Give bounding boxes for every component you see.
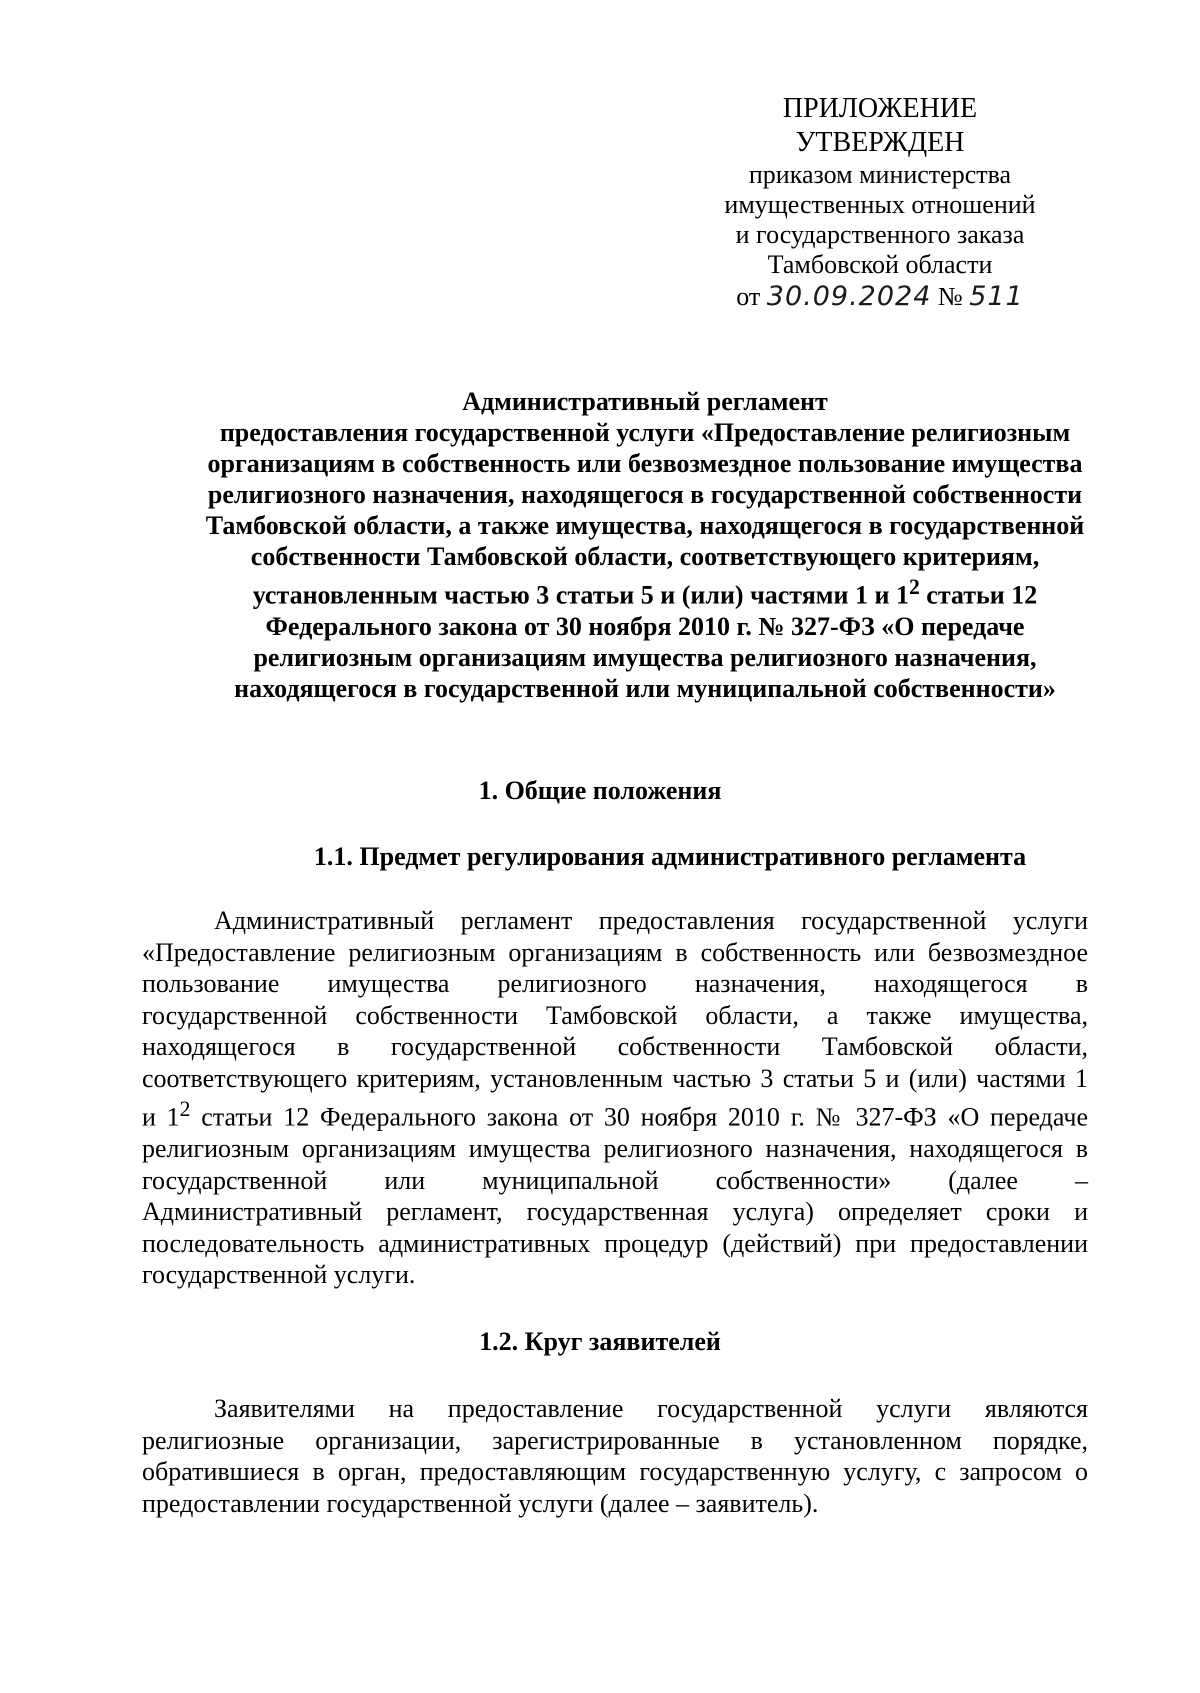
- paragraph-subject: [142, 905, 1088, 1291]
- approval-line-order: приказом министерства: [748, 160, 1012, 189]
- paragraph-line: Административный регламент предоставления государственной услуги: [214, 906, 1088, 935]
- approval-line-ministry: имущественных отношений: [724, 190, 1036, 219]
- paragraph-line: Заявителями на предоставление государственной услуги являются: [214, 1394, 1088, 1423]
- paragraph-line: обратившиеся в орган, предоставляющим государственную услугу, с запросом о: [142, 1457, 1088, 1486]
- paragraph-line: пользование имущества религиозного назначения, находящегося в: [142, 969, 1088, 998]
- paragraph-line: предоставлении государственной услуги (далее – заявитель).: [142, 1488, 819, 1518]
- number-prefix: №: [937, 282, 963, 311]
- paragraph-line: государственной услуги.: [142, 1260, 416, 1290]
- approval-block: [690, 92, 1070, 312]
- title-line: Тамбовской области, а также имущества, находящегося в государственной: [205, 511, 1085, 540]
- title-line: религиозным организациям имущества религиозного назначения,: [253, 642, 1037, 672]
- paragraph-applicants: [142, 1393, 1088, 1519]
- handwritten-date: 30.09.2024: [766, 281, 932, 312]
- paragraph-line: Административный регламент, государственная услуга) определяет сроки и: [142, 1197, 1088, 1227]
- title-line: организациям в собственность или безвозмездное пользование имущества: [207, 449, 1083, 478]
- title-text: статьи 12: [919, 580, 1038, 610]
- title-line: Административный регламент: [462, 387, 828, 416]
- superscript: 2: [179, 1097, 191, 1121]
- paragraph-line: соответствующего критериям, установленным частью 3 статьи 5 и (или) частями 1: [142, 1063, 1088, 1093]
- title-line: [150, 572, 1140, 611]
- paragraph-line: религиозные организации, зарегистрированные в установленном порядке,: [142, 1425, 1088, 1455]
- line-text: статьи 12 Федерального закона от 30 ноября 2010 г. № 327-ФЗ «О передаче: [190, 1102, 1088, 1132]
- paragraph-line: находящегося в государственной собственности Тамбовской области,: [142, 1032, 1088, 1061]
- order-date-number: [690, 282, 1070, 312]
- paragraph-line: государственной собственности Тамбовской области, а также имущества,: [142, 1000, 1088, 1030]
- approval-line-ministry-2: и государственного заказа: [735, 220, 1025, 249]
- approved-label: УТВЕРЖДЕН: [795, 127, 965, 158]
- subsection-heading: 1.1. Предмет регулирования административного регламента: [313, 842, 1027, 871]
- paragraph-line: «Предоставление религиозным организациям в собственность или безвозмездное: [142, 937, 1088, 967]
- approval-line-region: Тамбовской области: [767, 250, 993, 279]
- title-line: предоставления государственной услуги «Предоставление религиозным: [219, 418, 1071, 447]
- title-line: Федерального закона от 30 ноября 2010 г. № 327-ФЗ «О передаче: [265, 611, 1025, 641]
- subsection-heading: 1.2. Круг заявителей: [479, 1327, 721, 1356]
- paragraph-line: государственной или муниципальной собственности» (далее –: [142, 1165, 1088, 1195]
- paragraph-line: религиозным организациям имущества религиозного назначения, находящегося в: [142, 1134, 1088, 1164]
- handwritten-number: 511: [969, 281, 1024, 312]
- section-heading: 1. Общие положения: [478, 776, 722, 805]
- title-line: религиозного назначения, находящегося в государственной собственности: [207, 480, 1083, 509]
- title-line: собственности Тамбовской области, соответствующего критериям,: [250, 542, 1040, 571]
- title-line: находящегося в государственной или муниципальной собственности»: [234, 673, 1056, 703]
- title-text: установленным частью 3 статьи 5 и (или) частями 1 и 1: [252, 580, 909, 610]
- paragraph-line: последовательность административных процедур (действий) при предоставлении: [142, 1228, 1088, 1258]
- paragraph-line: [142, 1094, 1088, 1133]
- date-prefix: от: [736, 282, 761, 311]
- superscript: 2: [908, 575, 920, 599]
- line-text: и 1: [142, 1102, 180, 1132]
- appendix-label: ПРИЛОЖЕНИЕ: [782, 93, 978, 124]
- document-title: [150, 386, 1140, 704]
